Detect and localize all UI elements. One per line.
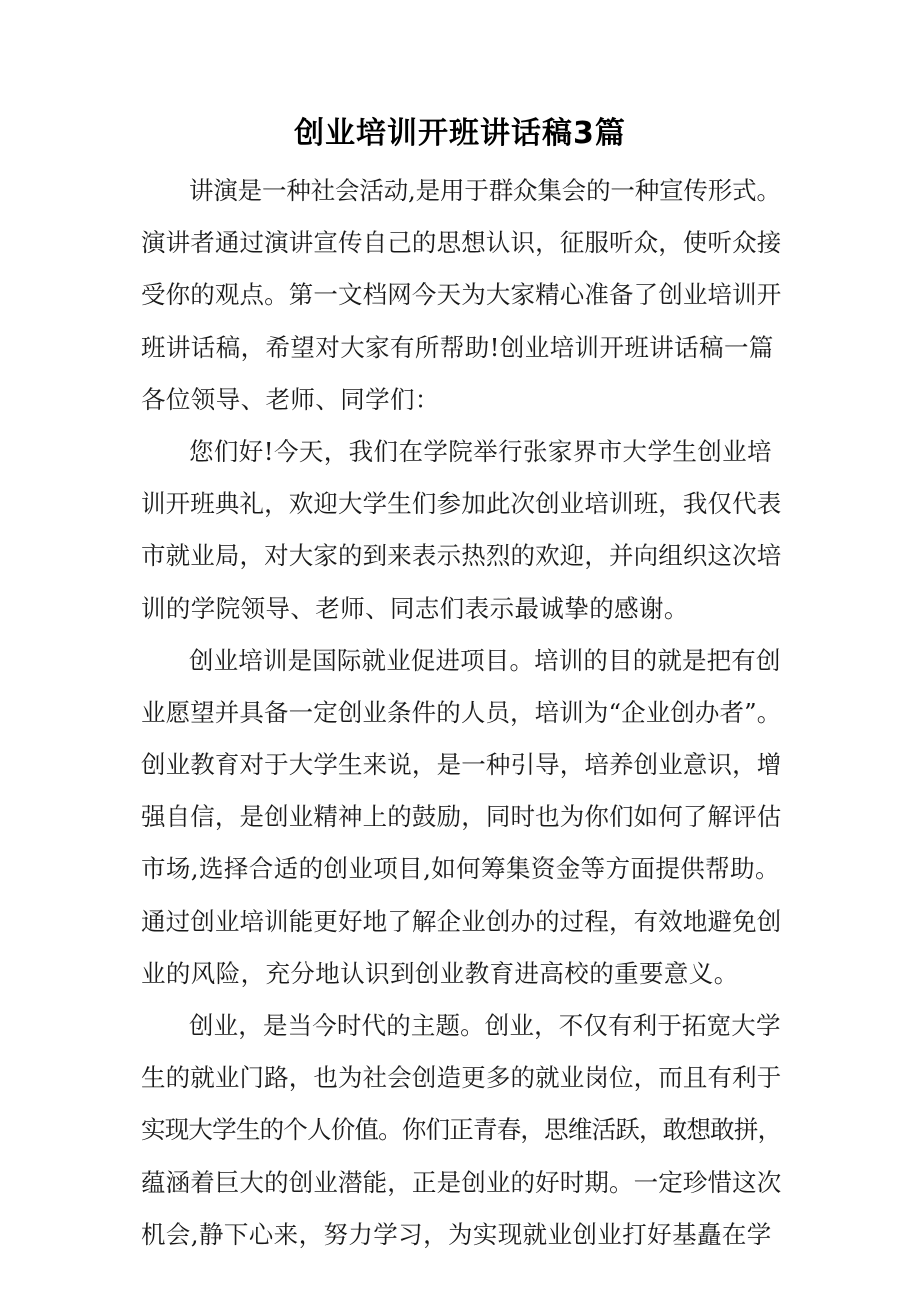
text-line: 训开班典礼，欢迎大学生们参加此次创业培训班，我仅代表 [141,489,782,519]
text-line: 强自信，是创业精神上的鼓励，同时也为你们如何了解评估 [141,802,782,832]
text-line: 训的学院领导、老师、同志们表示最诚挚的感谢。 [141,593,689,623]
text-line: 创业，是当今时代的主题。创业，不仅有利于拓宽大学 [189,1011,781,1040]
text-line: 班讲话稿，希望对大家有所帮助!创业培训开班讲话稿一篇 [141,332,774,362]
text-line: 创业培训是国际就业促进项目。培训的目的就是把有创 [189,645,781,675]
text-line: 业愿望并具备一定创业条件的人员，培训为“企业创办者”。 [141,697,782,727]
text-line: 业的风险，充分地认识到创业教育进高校的重要意义。 [141,958,739,988]
text-line: 实现大学生的个人价值。你们正青春，思维活跃，敢想敢拼， [141,1115,782,1145]
text-line: 市就业局，对大家的到来表示热烈的欢迎，并向组织这次培 [141,541,782,571]
text-line: 机会,静下心来，努力学习，为实现就业创业打好基矗在学 [141,1219,772,1249]
text-line: 蕴涵着巨大的创业潜能，正是创业的好时期。一定珍惜这次 [141,1167,782,1197]
text-line: 您们好!今天，我们在学院举行张家界市大学生创业培 [189,436,772,466]
text-line: 创业教育对于大学生来说，是一种引导，培养创业意识，增 [141,750,782,780]
text-line: 市场,选择合适的创业项目,如何筹集资金等方面提供帮助。 [141,854,780,884]
text-line: 各位领导、老师、同学们： [141,384,440,414]
document-title: 创业培训开班讲话稿3篇 [294,116,626,151]
document-body [141,165,781,1261]
text-line: 演讲者通过演讲宣传自己的思想认识，征服听众，使听众接 [141,228,782,258]
text-line: 讲演是一种社会活动,是用于群众集会的一种宣传形式。 [189,176,781,205]
text-line: 生的就业门路，也为社会创造更多的就业岗位，而且有利于 [141,1063,782,1093]
text-line: 受你的观点。第一文档网今天为大家精心准备了创业培训开 [141,280,782,310]
text-line: 通过创业培训能更好地了解企业创办的过程，有效地避免创 [141,906,782,936]
